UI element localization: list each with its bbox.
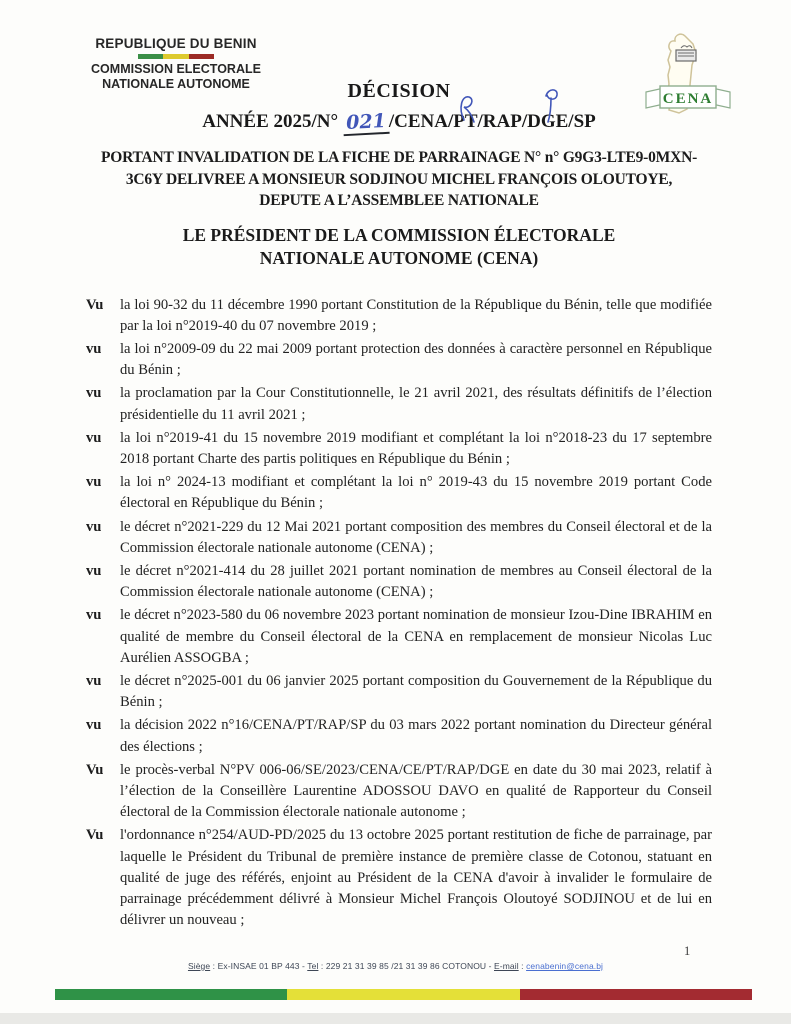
visa-label: vu <box>86 474 102 491</box>
flag-bar-yellow-segment <box>287 989 519 1000</box>
number-prefix: ANNÉE 2025/N° <box>202 111 339 132</box>
visa-text: la loi n°2009-09 du 22 mai 2009 portant protection des données à caractère personnel en République du Bénin ; <box>120 340 712 379</box>
flag-green-segment <box>138 54 163 59</box>
visa-label: vu <box>86 518 102 535</box>
visa-item <box>86 428 712 470</box>
visa-item <box>86 671 712 713</box>
visa-label: vu <box>86 562 102 579</box>
visa-item <box>86 472 712 514</box>
visa-item <box>86 339 712 381</box>
visa-label: Vu <box>86 296 104 313</box>
visa-text: le procès-verbal N°PV 006-06/SE/2023/CENA/CE/PT/RAP/DGE en date du 30 mai 2023, relatif à l’élection de la Conseillère Laurentine ADOSSOU DAVO en qualité de Rapporteur du Conseil électoral de la Commission électorale nationale autonome ; <box>120 761 712 821</box>
footer-contact-line <box>0 961 791 971</box>
visa-list <box>86 295 712 932</box>
visa-item <box>86 715 712 757</box>
visa-label: vu <box>86 672 102 689</box>
visa-text: le décret n°2021-229 du 12 Mai 2021 portant composition des membres du Conseil électoral et de la Commission électorale nationale autonome (CENA) ; <box>120 518 712 556</box>
main-content <box>86 80 712 933</box>
decision-number-line <box>86 110 712 134</box>
footer-email-label: E-mail <box>494 961 519 971</box>
decision-subject: PORTANT INVALIDATION DE LA FICHE DE PARRAINAGE N° n° G9G3-LTE9-0MXN-3C6Y DELIVREE A MONSIEUR SODJINOU MICHEL FRANÇOIS OLOUTOYE, DEPUTE A L’ASSEMBLEE NATIONALE <box>100 149 698 209</box>
visa-item <box>86 561 712 603</box>
visa-item <box>86 825 712 931</box>
scan-bottom-edge <box>0 1013 791 1024</box>
visa-text: le décret n°2025-001 du 06 janvier 2025 portant composition du Gouvernement de la République du Bénin ; <box>120 672 712 711</box>
visa-text: la loi n° 2024-13 modifiant et complétant la loi n° 2019-43 du 15 novembre 2019 portant Code électoral en République du Bénin ; <box>120 474 712 512</box>
footer-tel-label: Tel <box>307 961 319 971</box>
footer-email-link[interactable]: cenabenin@cena.bj <box>526 961 604 971</box>
footer-email-separator: : <box>518 961 527 971</box>
decision-title: DÉCISION <box>347 80 451 102</box>
footer-siege-text: : Ex-INSAE 01 BP 443 - <box>210 961 308 971</box>
visa-text: la loi n°2019-41 du 15 novembre 2019 modifiant et complétant la loi n°2018-23 du 17 septembre 2018 portant Charte des partis politiques en République du Bénin ; <box>120 429 712 467</box>
org-name-line1: COMMISSION ELECTORALE <box>91 62 261 76</box>
visa-label: vu <box>86 340 102 357</box>
visa-text: le décret n°2023-580 du 06 novembre 2023 portant nomination de monsieur Izou-Dine IBRAHIM en qualité de membre du Conseil électoral de la CENA en remplacement de monsieur Nicolas Luc Aurélien ASSOGBA ; <box>120 607 712 666</box>
page-number: 1 <box>684 944 691 958</box>
footer-tel-text: : 229 21 31 39 85 /21 31 39 86 COTONOU - <box>318 961 494 971</box>
flag-red-segment <box>189 54 214 59</box>
visa-item <box>86 760 712 824</box>
footer-siege-label: Siège <box>187 961 211 971</box>
visa-text: le décret n°2021-414 du 28 juillet 2021 portant nomination de membres au Conseil électoral de la Commission électorale nationale autonome (CENA) ; <box>120 562 712 601</box>
visa-label: vu <box>86 385 102 402</box>
number-suffix: /CENA/PT/RAP/DGE/SP <box>388 111 596 132</box>
visa-label: vu <box>86 429 102 446</box>
authority-heading: LE PRÉSIDENT DE LA COMMISSION ÉLECTORALE NATIONALE AUTONOME (CENA) <box>182 224 616 268</box>
handwritten-decision-number: 021 <box>342 110 389 136</box>
bottom-flag-bar-icon <box>55 989 752 1000</box>
visa-text: la proclamation par la Cour Constitutionnelle, le 21 avril 2021, des résultats définitifs de l’élection présidentielle du 11 avril 2021 ; <box>120 385 712 423</box>
org-name-line2: NATIONALE AUTONOME <box>102 77 250 91</box>
visa-item <box>86 295 712 337</box>
benin-flag-icon <box>138 54 214 59</box>
flag-yellow-segment <box>163 54 188 59</box>
visa-text: l'ordonnance n°254/AUD-PD/2025 du 13 octobre 2025 portant restitution de fiche de parrainage, par laquelle le Président du Tribunal de première instance de première classe de Cotonou, statuant en qualité de juge des référés, enjoint au Président de la CENA d'avoir à invalider le formulaire de parrainage précédemment délivré à Monsieur Michel François Oloutoyé SODJINOU et de lui en délivrer un nouveau ; <box>120 827 712 929</box>
flag-bar-green-segment <box>55 989 287 1000</box>
visa-item <box>86 605 712 669</box>
visa-text: la loi 90-32 du 11 décembre 1990 portant Constitution de la République du Bénin, telle que modifiée par la loi n°2019-40 du 07 novembre 2019 ; <box>120 296 712 334</box>
flag-bar-red-segment <box>520 989 752 1000</box>
visa-label: Vu <box>86 827 104 844</box>
country-title: REPUBLIQUE DU BENIN <box>95 36 257 51</box>
visa-label: vu <box>86 607 102 624</box>
visa-label: vu <box>86 717 102 734</box>
visa-item <box>86 383 712 425</box>
cena-logo-text: CENA <box>662 91 714 107</box>
visa-item <box>86 517 712 559</box>
visa-text: la décision 2022 n°16/CENA/PT/RAP/SP du 03 mars 2022 portant nomination du Directeur général des élections ; <box>120 717 712 755</box>
visa-label: Vu <box>86 761 104 778</box>
